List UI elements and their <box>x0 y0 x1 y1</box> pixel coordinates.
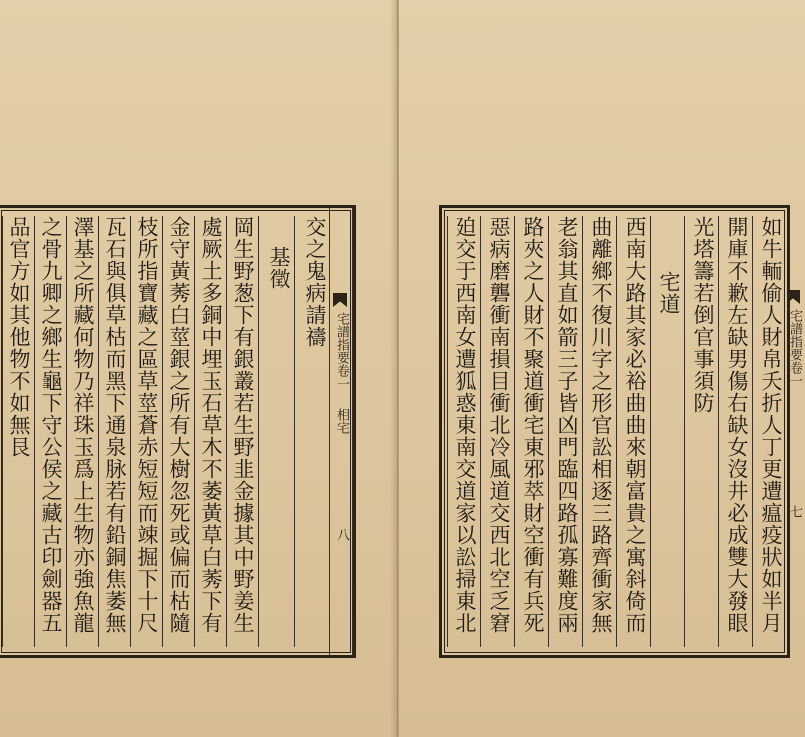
col-text: 老翁其直如箭三子皆凶門臨四路孤寡難度兩 <box>548 216 583 647</box>
col-text: 曲離鄉不復川字之形官訟相逐三路齊衝家無 <box>582 216 617 647</box>
col-text: 開庫不歉左缺男傷右缺女沒井必成雙大發眼 <box>718 216 753 647</box>
col-text: 光塔籌若倒官事須防 <box>684 216 719 647</box>
col-text: 岡生野葱下有銀叢若生野韭金據其中野姜生 <box>226 216 259 647</box>
fish-tail-mark <box>333 293 347 307</box>
col-text: 品官方如其他物不如無艮 <box>2 216 35 647</box>
left-banxin <box>329 208 353 655</box>
col-text: 路夾之人財不聚道衝宅東邪萃財空衝有兵死 <box>514 216 549 647</box>
banxin-title: 宅譜指要卷一 <box>787 309 802 387</box>
col-heading-1: 交之鬼病請禱 <box>294 216 331 647</box>
col-text: 西南大路其家必裕曲曲來朝富貴之寓斜倚而 <box>616 216 651 647</box>
col-heading-2: 基徵 <box>258 216 295 647</box>
right-text-frame <box>439 205 790 658</box>
col-text: 處厥土多銅中埋玉石草木不萎黃草白莠下有 <box>194 216 227 647</box>
col-text: 枝所指寶藏之區草莖蒼赤短短而竦掘下十尺 <box>130 216 163 647</box>
col-text: 惡病磨礱衝南損目衝北冷風道交西北空乏窘 <box>480 216 515 647</box>
col-text: 之骨九卿之鄉生龜下守公侯之藏古印劍器五 <box>34 216 67 647</box>
col-text: 瓦石與俱草枯而黑下通泉脉若有鉛銅焦萎無 <box>98 216 131 647</box>
col-heading: 宅道 <box>650 216 685 647</box>
col-text: 澤基之所藏何物乃祥珠玉爲上生物亦強魚龍 <box>66 216 99 647</box>
left-page <box>0 0 398 737</box>
banxin-page-number: 七 <box>787 505 802 518</box>
col-text: 廹交于西南女遭狐惑東南交道家以訟掃東北 <box>447 216 481 647</box>
col-text: 如牛輀偷人財帛夭折人丁更遭瘟疫狀如半月 <box>752 216 787 647</box>
banxin-section: 相宅 <box>334 408 349 434</box>
banxin-page-number: 八 <box>334 528 349 541</box>
banxin-title: 宅譜指要卷一 <box>334 312 349 390</box>
col-text: 金守黃莠白莖銀之所有大樹忽死或偏而枯隨 <box>162 216 195 647</box>
left-text-frame <box>0 205 356 658</box>
